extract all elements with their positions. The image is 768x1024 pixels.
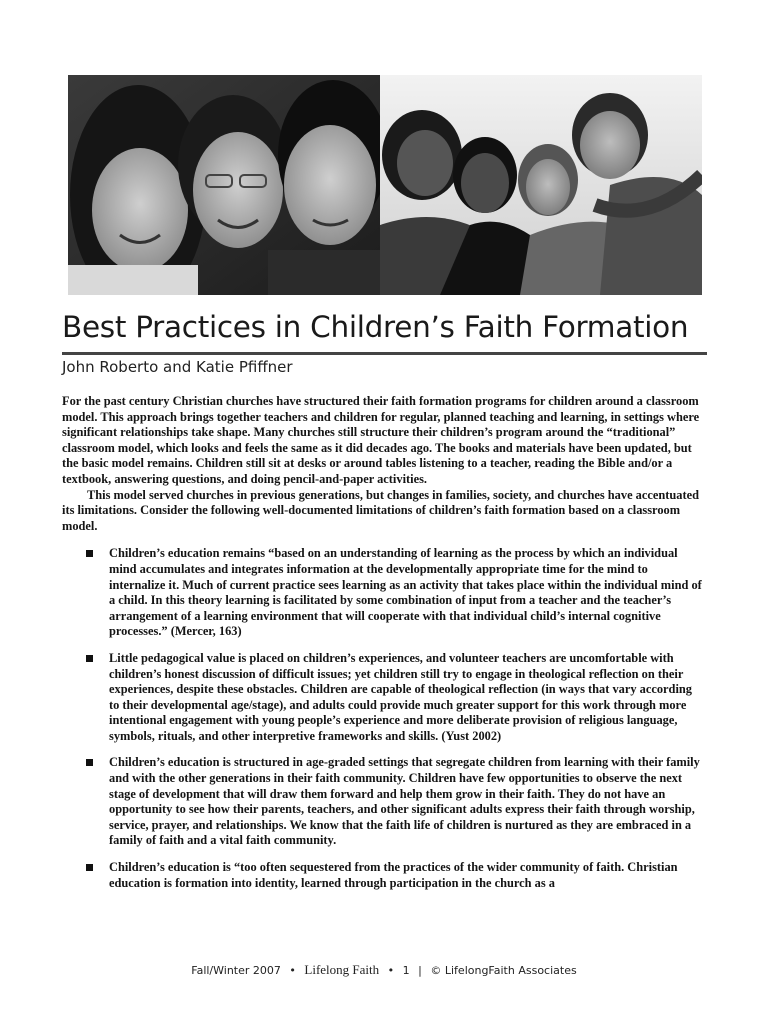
bullet-list <box>62 546 702 891</box>
list-item <box>62 546 702 640</box>
list-item <box>62 755 702 849</box>
paragraph: For the past century Christian churches have structured their faith formation programs for children around a classroom model. This approach brings together teachers and children for regular, planned teaching and learning, in settings where significant relationships take shape. Many churches still structure their children’s program around the “traditional” classroom model, which looks and feels the same as it did decades ago. The books and materials have been updated, but the basic model remains. Children still sit at desks or around tables listening to a teacher, reading the Bible and/or a textbook, answering questions, and doing pencil-and-paper activities. <box>62 394 700 486</box>
list-item-text: Children’s education remains “based on an understanding of learning as the process by which an individual mind accumulates and integrates information at the developmentally appropriate time for the mind to internalize it. Much of current practice sees learning as an activity that takes place within the individual mind of a child. In this theory learning is facilitated by some combination of input from a teacher and the teacher’s arrangement of a learning environment that will cooperate with that individual child’s internal cognitive processes.” (Mercer, 163) <box>109 546 702 639</box>
article-title: Best Practices in Children’s Faith Formation <box>62 310 689 344</box>
title-divider <box>62 352 707 355</box>
footer-separator: | <box>418 964 422 977</box>
paragraph: This model served churches in previous generations, but changes in families, society, and churches have accentuated its limitations. Consider the following well-documented limitations of children’s faith formation based on a classroom model. <box>62 487 699 533</box>
square-bullet-icon <box>86 864 93 871</box>
footer-separator: • <box>289 964 296 977</box>
list-item <box>62 651 702 745</box>
square-bullet-icon <box>86 655 93 662</box>
list-item-text: Children’s education is “too often sequestered from the practices of the wider community of faith. Christian education is formation into identity, learned through participation in the church as a <box>109 860 678 890</box>
list-item-text: Little pedagogical value is placed on children’s experiences, and volunteer teachers are uncomfortable with children’s honest discussion of difficult issues; yet children still try to engage in theological reflection on their experiences, despite these obstacles. Children are capable of theological reflection (in ways that vary according to their developmental age/stage), and adults could provide much greater support for this work through more intentional engagement with young people’s experience and more deliberate provision of religious language, symbols, rituals, and other interpretive frameworks and skills. (Yust 2002) <box>109 650 692 743</box>
page-footer <box>0 962 768 978</box>
footer-magazine: Lifelong Faith <box>304 962 380 977</box>
footer-issue: Fall/Winter 2007 <box>191 964 281 977</box>
square-bullet-icon <box>86 550 93 557</box>
square-bullet-icon <box>86 759 93 766</box>
photo-children-circle <box>380 75 702 295</box>
article-body <box>62 394 702 902</box>
photo-three-children <box>68 75 380 295</box>
header-photo <box>68 75 702 295</box>
page-number: 1 <box>402 964 410 977</box>
article-authors: John Roberto and Katie Pfiffner <box>62 358 293 376</box>
list-item-text: Children’s education is structured in age-graded settings that segregate children from learning with their family and with the other generations in their faith community. Children have few opportunities to observe the next stage of development that will draw them forward and help them grow in their faith. They do not have an opportunity to see how their parents, teachers, and other significant adults express their faith through worship, service, prayer, and relationships. We know that the faith life of children is nurtured as they are embraced in a family of faith and a vital faith community. <box>109 755 700 848</box>
footer-separator: • <box>387 964 395 977</box>
footer-copyright: © LifelongFaith Associates <box>430 964 577 977</box>
list-item <box>62 860 702 891</box>
